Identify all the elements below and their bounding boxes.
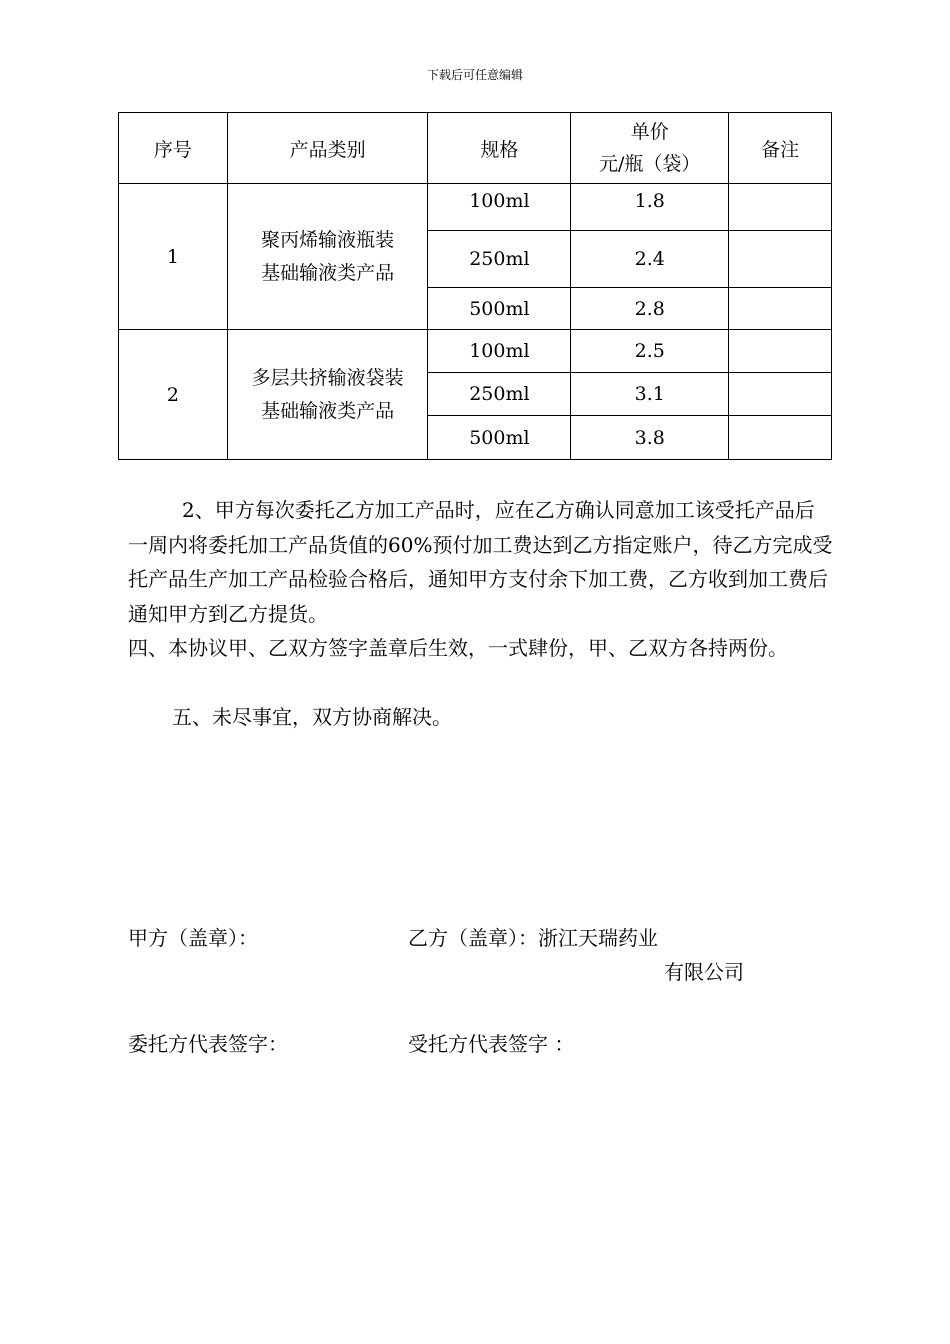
paragraph-payment: 2、甲方每次委托乙方加工产品时，应在乙方确认同意加工该受托产品后一周内将委托加工产品货值的60%预付加工费达到乙方指定账户，待乙方完成受托产品生产加工产品检验合格后，通知甲方支付余下加工费，乙方收到加工费后通知甲方到乙方提货。 (128, 498, 833, 626)
header-note: 下载后可任意编辑 (426, 68, 523, 82)
remark-cell (729, 330, 832, 373)
spec-cell: 500ml (428, 416, 571, 460)
header-seq: 序号 (119, 113, 228, 184)
category-line2: 基础输液类产品 (261, 399, 395, 422)
paragraph-negotiation: 五、未尽事宜，双方协商解决。 (172, 705, 452, 729)
delegate-b-signature-label: 受托方代表签字 ： (408, 1032, 575, 1056)
category-line1: 多层共挤输液袋装 (251, 366, 404, 389)
price-cell: 2.5 (571, 330, 729, 373)
header-category: 产品类别 (227, 113, 428, 184)
spec-cell: 100ml (428, 330, 571, 373)
price-cell: 2.4 (571, 231, 729, 288)
header-price-line1: 单价 (630, 121, 669, 143)
header-remark: 备注 (729, 113, 832, 184)
remark-cell (729, 288, 832, 330)
remark-cell (729, 416, 832, 460)
paragraph-effective: 四、本协议甲、乙双方签字盖章后生效，一式肆份，甲、乙双方各持两份。 (128, 636, 788, 660)
header-price-line2: 元/瓶（袋） (599, 153, 701, 175)
remark-cell (729, 231, 832, 288)
party-b-seal-label: 乙方（盖章）：浙江天瑞药业 (408, 926, 658, 950)
price-cell: 1.8 (571, 184, 729, 231)
spec-cell: 250ml (428, 231, 571, 288)
group-seq: 1 (119, 184, 228, 330)
category-line2: 基础输液类产品 (261, 261, 395, 284)
table-header-row (119, 113, 832, 184)
price-table (118, 112, 832, 460)
price-cell: 3.8 (571, 416, 729, 460)
category-line1: 聚丙烯输液瓶装 (261, 228, 395, 251)
party-a-seal-label: 甲方（盖章）： (128, 926, 258, 950)
remark-cell (729, 373, 832, 416)
group-seq: 2 (119, 330, 228, 460)
spec-cell: 250ml (428, 373, 571, 416)
delegate-a-signature-label: 委托方代表签字： (128, 1032, 288, 1056)
spec-cell: 500ml (428, 288, 571, 330)
header-price (571, 113, 729, 184)
party-b-seal-label-cont: 有限公司 (664, 960, 744, 984)
price-cell: 2.8 (571, 288, 729, 330)
price-cell: 3.1 (571, 373, 729, 416)
spec-cell: 100ml (428, 184, 571, 231)
remark-cell (729, 184, 832, 231)
table-row (119, 330, 832, 373)
group-category (227, 184, 428, 330)
group-category (227, 330, 428, 460)
header-spec: 规格 (428, 113, 571, 184)
table-row (119, 184, 832, 231)
